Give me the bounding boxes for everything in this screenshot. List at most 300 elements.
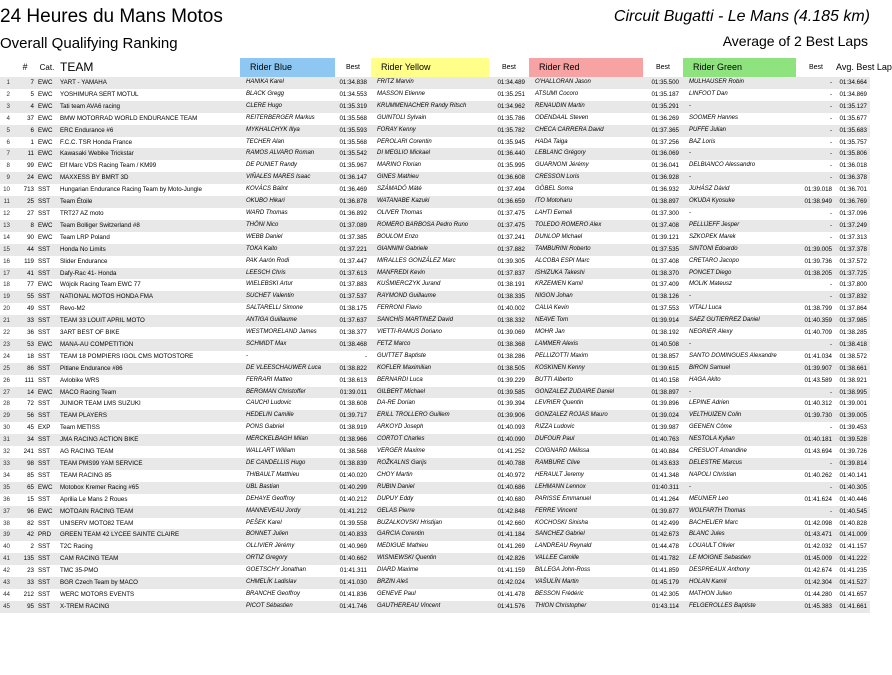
table-row (0, 113, 870, 125)
rider-blue-best: 01:40.662 (339, 555, 367, 563)
rider-yellow-name: MARINO Florian (377, 162, 422, 169)
team-name-cell: Elf Marc VDS Racing Team / KM99 (60, 162, 157, 170)
average-best-lap: 01:37.313 (839, 233, 867, 241)
category-cell: EWC (38, 281, 53, 289)
team-name-cell: BGR Czech Team by MACO (60, 579, 138, 587)
category-cell: EWC (38, 174, 53, 182)
rider-yellow-best: 01:35.782 (497, 126, 525, 134)
category-cell: SST (38, 436, 51, 444)
table-row (0, 184, 870, 196)
table-row (0, 529, 870, 541)
rider-blue-name: GOETSCHY Jonathan (246, 567, 306, 574)
table-row (0, 398, 870, 410)
rider-red-name: CHECA CARRERA David (535, 126, 604, 133)
position-cell: 33 (3, 460, 10, 467)
rider-red-name: MOHR Jan (535, 329, 565, 336)
category-cell: SST (38, 412, 51, 420)
category-cell: EWC (38, 483, 53, 491)
rider-blue-best: 01:36.878 (339, 198, 367, 206)
rider-blue-name: WIELEBSKI Artur (246, 281, 293, 288)
team-name-cell: Team LRP Poland (60, 233, 110, 241)
rider-blue-name: RAMOS ALVARO Roman (246, 150, 315, 157)
rider-green-name: SANTO DOMINGUES Alexandre (689, 352, 777, 359)
rider-green-name: MEUNIER Leo (689, 495, 729, 502)
rider-blue-best: 01:36.469 (339, 186, 367, 194)
rider-yellow-best: 01:42.848 (497, 507, 525, 515)
team-name-cell: MAXXESS BY BMRT 3D (60, 174, 129, 182)
rider-blue-best: 01:40.833 (339, 531, 367, 539)
rider-red-name: COIGNARD Mélissa (535, 448, 590, 455)
average-best-lap: 01:40.545 (839, 507, 867, 515)
rider-yellow-name: MANFREDI Kevin (377, 269, 426, 276)
rider-green-name: SAEZ GUTIERREZ Daniel (689, 317, 760, 324)
bike-number-cell: 49 (27, 305, 34, 313)
table-row (0, 279, 870, 291)
rider-green-best: - (829, 388, 832, 396)
rider-green-best: 01:44.280 (804, 590, 832, 598)
rider-red-name: PELLIZOTTI Maxim (535, 352, 589, 359)
category-cell: SST (38, 269, 51, 277)
team-name-cell: MANA-AU COMPETITION (60, 340, 134, 348)
rider-green-best: - (829, 507, 832, 515)
average-best-lap: 01:38.661 (839, 364, 867, 372)
table-row (0, 137, 870, 149)
rider-red-name: ALCOBA ESPI Marc (535, 257, 590, 264)
table-row (0, 291, 870, 303)
rider-blue-name: WARD Thomas (246, 209, 288, 216)
bike-number-cell: 99 (27, 162, 34, 170)
rider-green-name: - (689, 483, 691, 490)
table-row (0, 410, 870, 422)
team-name-cell: Dafy-Rac 41- Honda (60, 269, 117, 277)
rider-blue-name: CHMELÍK Ladislav (246, 579, 297, 586)
table-row (0, 125, 870, 137)
rider-green-best: - (829, 281, 832, 289)
rider-yellow-best: 01:37.837 (497, 269, 525, 277)
rider-blue-name: MANNEVEAU Jordy (246, 507, 301, 514)
position-cell: 44 (3, 590, 10, 598)
rider-yellow-name: WISNIEWSKI Quentin (377, 555, 437, 562)
rider-yellow-best: 01:35.945 (497, 138, 525, 146)
rider-yellow-best: 01:37.475 (497, 209, 525, 217)
team-name-cell: JUNIOR TEAM LMS SUZUKI (60, 400, 141, 408)
bike-number-cell: 1 (30, 138, 34, 146)
rider-blue-best: 01:41.311 (339, 567, 367, 575)
rider-blue-name: UBL Bastian (246, 483, 280, 490)
bike-number-cell: 11 (27, 150, 34, 158)
rider-blue-best: 01:37.883 (339, 281, 367, 289)
average-best-lap: 01:35.677 (839, 114, 867, 122)
rider-yellow-name: FORAY Kenny (377, 126, 416, 133)
team-name-cell: CAM RACING TEAM (60, 555, 119, 563)
rider-green-best: 01:39.018 (804, 186, 832, 194)
team-name-cell: TEAM PMS99 YAM SERVICE (60, 460, 143, 467)
rider-green-best: - (829, 424, 832, 432)
rider-yellow-name: ROMERO BARBOSA Pedro Runo (377, 221, 469, 228)
bike-number-cell: 34 (27, 436, 34, 444)
team-name-cell: Hungarian Endurance Racing Team by Moto-Jungle (60, 186, 202, 194)
rider-blue-best: 01:39.558 (339, 519, 367, 527)
qualifying-table (0, 58, 892, 613)
category-cell: SST (38, 376, 51, 384)
bike-number-cell: 24 (27, 174, 34, 182)
team-name-cell: T2C Racing (60, 543, 93, 551)
rider-yellow-name: GELAS Pierre (377, 507, 415, 514)
rider-blue-name: THÖNI Nico (246, 221, 279, 228)
bike-number-cell: 42 (27, 531, 34, 539)
rider-yellow-best: 01:39.305 (497, 257, 525, 265)
bike-number-cell: 33 (27, 317, 34, 325)
position-cell: 21 (3, 317, 10, 325)
rider-yellow-best: 01:41.184 (497, 531, 525, 539)
rider-green-best: 01:45.383 (804, 602, 832, 610)
position-cell: 4 (6, 114, 10, 122)
rider-red-best: 01:41.264 (651, 495, 679, 503)
rider-yellow-name: GIANNINI Gabriele (377, 245, 429, 252)
average-best-lap: 01:39.005 (839, 412, 867, 420)
rider-green-best: 01:41.624 (804, 495, 832, 503)
average-best-lap: 01:39.726 (839, 448, 867, 456)
rider-yellow-name: KOFLER Maximilian (377, 364, 432, 371)
rider-yellow-name: MASSON Etienne (377, 90, 426, 97)
rider-yellow-name: ARKOYD Joseph (377, 424, 424, 431)
rider-blue-best: 01:37.089 (339, 221, 367, 229)
team-name-cell: Team Bolliger Switzerland #8 (60, 221, 140, 229)
rider-green-best: - (829, 138, 832, 146)
rider-green-best: - (829, 79, 832, 86)
rider-red-best: 01:41.782 (651, 555, 679, 563)
rider-red-name: LEVRIER Quentin (535, 400, 584, 407)
position-cell: 7 (6, 150, 10, 158)
category-cell: SST (38, 329, 51, 337)
average-best-lap: 01:38.921 (839, 376, 867, 384)
rider-yellow-best: 01:40.002 (497, 305, 525, 313)
position-cell: 40 (3, 543, 10, 551)
rider-red-name: KOSKINEN Kenny (535, 364, 585, 371)
position-cell: 8 (6, 162, 10, 170)
rider-red-best: 01:36.041 (651, 162, 679, 170)
position-cell: 45 (3, 602, 10, 610)
team-name-cell: Wójcik Racing Team EWC 77 (60, 281, 141, 289)
rider-blue-name: ORTIZ Gregory (246, 555, 288, 562)
rider-yellow-name: RAYMOND Guillaume (377, 293, 436, 300)
category-cell: SST (38, 352, 51, 360)
rider-red-name: KOCHOSKI Sinisha (535, 519, 589, 526)
team-name-cell: Avlobike WRS (60, 376, 100, 384)
rider-yellow-name: GARCIA Corentin (377, 531, 425, 538)
rider-red-best: 01:42.305 (651, 590, 679, 598)
bike-number-cell: 25 (27, 198, 34, 206)
team-name-cell: TEAM 33 LOUIT APRIL MOTO (60, 317, 145, 325)
rider-yellow-name: RUBIN Daniel (377, 483, 415, 490)
rider-yellow-best: 01:39.906 (497, 412, 525, 420)
rider-blue-best: 01:37.537 (339, 293, 367, 301)
team-name-cell: JMA RACING ACTION BIKE (60, 436, 139, 444)
rider-green-best: 01:42.304 (804, 579, 832, 587)
rider-yellow-name: SZÁMADÓ Máté (377, 186, 422, 193)
rider-green-name: PUFFE Julian (689, 126, 727, 133)
rider-red-best: 01:39.896 (651, 400, 679, 408)
rider-yellow-name: BRZIN Aleš (377, 579, 409, 586)
rider-red-best: 01:39.914 (651, 317, 679, 325)
rider-green-name: MOLIK Mateusz (689, 281, 733, 288)
category-cell: EWC (38, 388, 53, 396)
position-cell: 29 (3, 412, 10, 420)
rider-yellow-name: BERNARDI Luca (377, 376, 423, 383)
team-name-cell: YOSHIMURA SERT MOTUL (60, 90, 139, 98)
average-best-lap: 01:36.378 (839, 174, 867, 182)
table-row (0, 101, 870, 113)
team-name-cell: MOTOAIN RACING TEAM (60, 507, 134, 515)
average-best-lap: 01:35.757 (839, 138, 867, 146)
rider-yellow-best: 01:41.269 (497, 543, 525, 551)
team-name-cell: TEAM PLAYERS (60, 412, 107, 420)
rider-red-name: BUTTI Alberto (535, 376, 573, 383)
table-row (0, 196, 870, 208)
rider-red-best: 01:39.877 (651, 507, 679, 515)
table-row (0, 446, 870, 458)
category-cell: SST (38, 448, 51, 456)
average-best-lap: 01:41.235 (839, 567, 867, 575)
table-body (0, 77, 870, 613)
rider-blue-name: BERGMAN Christoffer (246, 388, 306, 395)
rider-red-name: RIZZA Ludovic (535, 424, 575, 431)
rider-blue-name: THIBAULT Matthieu (246, 471, 300, 478)
position-cell: 5 (6, 126, 10, 134)
position-cell: 39 (3, 531, 10, 539)
rider-blue-best: 01:41.212 (339, 507, 367, 515)
rider-blue-name: BONNET Julien (246, 531, 289, 538)
team-name-cell: YART - YAMAHA (60, 79, 107, 86)
rider-red-best: 01:37.535 (651, 245, 679, 253)
rider-blue-name: SCHMIDT Max (246, 340, 287, 347)
rider-red-best: 01:37.300 (651, 209, 679, 217)
rider-green-name: HAGA Akito (689, 376, 721, 383)
category-cell: EWC (38, 150, 53, 158)
category-cell: SST (38, 555, 51, 563)
rider-red-name: LAHTI Eemeli (535, 209, 573, 216)
rider-yellow-name: VIETTI-RAMUS Doriano (377, 329, 443, 336)
bike-number-cell: 44 (27, 245, 34, 253)
rider-red-best: 01:43.633 (651, 460, 679, 467)
rider-green-best: 01:38.799 (804, 305, 832, 313)
rider-green-name: SINTONI Edoardo (689, 245, 738, 252)
rider-blue-name: HEDELIN Camille (246, 412, 294, 419)
col-header-avg-best-lap: Avg. Best Lap (836, 62, 892, 72)
rider-blue-best: 01:39.011 (339, 388, 367, 396)
rider-red-best: 01:42.673 (651, 531, 679, 539)
rider-red-name: DUNLOP Michael (535, 233, 583, 240)
table-row (0, 160, 870, 172)
rider-green-name: NEGRIER Alexy (689, 329, 733, 336)
rider-blue-name: DE PUNIET Randy (246, 162, 298, 169)
table-row (0, 339, 870, 351)
rider-blue-name: WESTMORELAND James (246, 329, 317, 336)
rider-green-best: 01:39.005 (804, 245, 832, 253)
rider-green-best: - (829, 126, 832, 134)
table-row (0, 434, 870, 446)
rider-red-name: CALIA Kevin (535, 305, 569, 312)
category-cell: EWC (38, 79, 53, 86)
rider-yellow-name: DA-RE Dorian (377, 400, 416, 407)
position-cell: 35 (3, 483, 10, 491)
team-name-cell: Tati team AVA6 racing (60, 102, 120, 110)
rider-yellow-best: 01:36.659 (497, 198, 525, 206)
rider-yellow-name: BUZALKOVSKI Hristijan (377, 519, 443, 526)
rider-blue-name: DE CANDELLIS Hugo (246, 460, 306, 466)
rider-blue-name: BRANCHE Geoffroy (246, 590, 301, 597)
rider-green-name: BACHELIER Marc (689, 519, 739, 526)
average-best-lap: 01:37.864 (839, 305, 867, 313)
rider-yellow-best: 01:38.368 (497, 340, 525, 348)
bike-number-cell: 2 (30, 543, 34, 551)
position-cell: 17 (3, 269, 10, 277)
rider-green-best: 01:43.694 (804, 448, 832, 456)
rider-red-best: 01:37.408 (651, 221, 679, 229)
rider-blue-best: 01:36.892 (339, 209, 367, 217)
bike-number-cell: 82 (27, 519, 34, 527)
team-name-cell: GREEN TEAM 42 LYCEE SAINTE CLAIRE (60, 531, 180, 539)
category-cell: EWC (38, 102, 53, 110)
table-row (0, 422, 870, 434)
position-cell: 2 (6, 90, 10, 98)
average-best-lap: 01:38.285 (839, 329, 867, 337)
rider-green-best: - (829, 233, 832, 241)
category-cell: EXP (38, 424, 51, 432)
position-cell: 10 (3, 186, 10, 194)
table-row (0, 482, 870, 494)
rider-blue-best: 01:37.637 (339, 317, 367, 325)
rider-blue-name: PONS Gabriel (246, 424, 285, 431)
table-row (0, 89, 870, 101)
rider-yellow-best: 01:40.972 (497, 471, 525, 479)
position-cell: 9 (6, 174, 10, 182)
rider-red-best: 01:40.508 (651, 340, 679, 348)
bike-number-cell: 95 (27, 602, 34, 610)
table-row (0, 327, 870, 339)
rider-yellow-name: GUITTET Baptiste (377, 352, 427, 359)
position-cell: 11 (3, 198, 10, 206)
rider-yellow-best: 01:35.251 (497, 90, 525, 98)
rider-red-best: 01:38.370 (651, 269, 679, 277)
category-cell: SST (38, 257, 51, 265)
rider-red-best: 01:38.857 (651, 352, 679, 360)
rider-blue-best: 01:40.969 (339, 543, 367, 551)
rider-red-name: GÖBEL Soma (535, 186, 573, 193)
rider-green-name: NESTOLA Kylian (689, 436, 735, 443)
average-best-lap: 01:37.985 (839, 317, 867, 325)
table-row (0, 244, 870, 256)
rider-yellow-best: 01:40.093 (497, 424, 525, 432)
rider-green-name: - (689, 209, 691, 216)
rider-green-name: LE MOIGNE Sebastien (689, 555, 751, 562)
rider-red-name: CRESSON Loris (535, 174, 580, 181)
average-best-lap: 01:41.661 (839, 602, 867, 610)
rider-blue-best: 01:39.717 (339, 412, 367, 420)
rider-red-best: 01:38.897 (651, 198, 679, 206)
position-cell: 18 (3, 281, 10, 289)
position-cell: 16 (3, 257, 10, 265)
rider-green-best: 01:41.034 (804, 352, 832, 360)
rider-green-best: - (829, 293, 832, 301)
bike-number-cell: 41 (27, 269, 34, 277)
position-cell: 23 (3, 340, 10, 348)
table-row (0, 315, 870, 327)
rider-red-best: 01:39.987 (651, 424, 679, 432)
bike-number-cell: 72 (27, 400, 34, 408)
table-row (0, 303, 870, 315)
category-cell: SST (38, 471, 51, 479)
rider-yellow-name: DI MEGLIO Mickael (377, 150, 431, 157)
bike-number-cell: 119 (24, 257, 34, 265)
category-cell: SST (38, 602, 51, 610)
team-name-cell: Team METISS (60, 424, 100, 432)
bike-number-cell: 23 (27, 567, 34, 575)
bike-number-cell: 4 (30, 102, 34, 110)
rider-yellow-name: GAUTHEREAU Vincent (377, 602, 441, 609)
average-best-lap: 01:40.141 (839, 471, 867, 479)
bike-number-cell: 45 (27, 424, 34, 432)
category-cell: SST (38, 317, 51, 325)
rider-yellow-best: 01:39.229 (497, 376, 525, 384)
team-name-cell: Aprilia Le Mans 2 Roues (60, 495, 128, 503)
rider-red-name: GONZALEZ ROJAS Mauro (535, 412, 608, 419)
bike-number-cell: 36 (27, 329, 34, 337)
average-note: Average of 2 Best Laps (722, 33, 868, 49)
rider-yellow-best: 01:36.608 (497, 174, 525, 182)
table-row (0, 172, 870, 184)
average-best-lap: 01:40.305 (839, 483, 867, 491)
table-row (0, 268, 870, 280)
rider-green-name: DELBIANCO Alessandro (689, 162, 756, 169)
team-name-cell: WERC MOTORS EVENTS (60, 590, 135, 598)
category-cell: EWC (38, 138, 53, 146)
rider-green-best: 01:40.312 (804, 400, 832, 408)
rider-red-best: 01:36.932 (651, 186, 679, 194)
rider-blue-best: 01:35.568 (339, 114, 367, 122)
bike-number-cell: 27 (27, 209, 34, 217)
rider-blue-name: MYKHALCHYK Illya (246, 126, 300, 133)
position-cell: 34 (3, 471, 10, 479)
rider-green-name: BIRON Samuel (689, 364, 731, 371)
rider-yellow-name: WATANABE Kazuki (377, 198, 430, 205)
rider-red-best: 01:37.553 (651, 305, 679, 313)
rider-yellow-name: MEDIGUE Mathieu (377, 543, 429, 550)
col-header-rider-yellow: Rider Yellow (371, 58, 489, 77)
rider-yellow-name: ERILL TROLLERO Guillem (377, 412, 450, 419)
table-row (0, 553, 870, 565)
rider-green-name: PELLIJEFF Jesper (689, 221, 740, 228)
rider-green-name: CRESUOT Amandine (689, 448, 747, 455)
category-cell: SST (38, 579, 51, 587)
rider-red-name: NIGON Johan (535, 293, 573, 300)
bike-number-cell: 53 (27, 340, 34, 348)
rider-yellow-best: 01:42.660 (497, 519, 525, 527)
rider-red-best: 01:43.114 (651, 602, 679, 610)
rider-blue-best: 01:37.613 (339, 269, 367, 277)
average-best-lap: 01:37.800 (839, 281, 867, 289)
rider-green-best: - (829, 114, 832, 122)
rider-green-best: 01:40.181 (804, 436, 832, 444)
rider-red-best: 01:37.365 (651, 126, 679, 134)
rider-green-name: - (689, 150, 691, 157)
rider-yellow-best: 01:37.241 (497, 233, 525, 241)
rider-yellow-best: 01:38.286 (497, 352, 525, 360)
table-row (0, 565, 870, 577)
rider-red-name: LEHMANN Lennox (535, 483, 586, 490)
team-name-cell: Team Étoile (60, 198, 93, 206)
table-row (0, 589, 870, 601)
